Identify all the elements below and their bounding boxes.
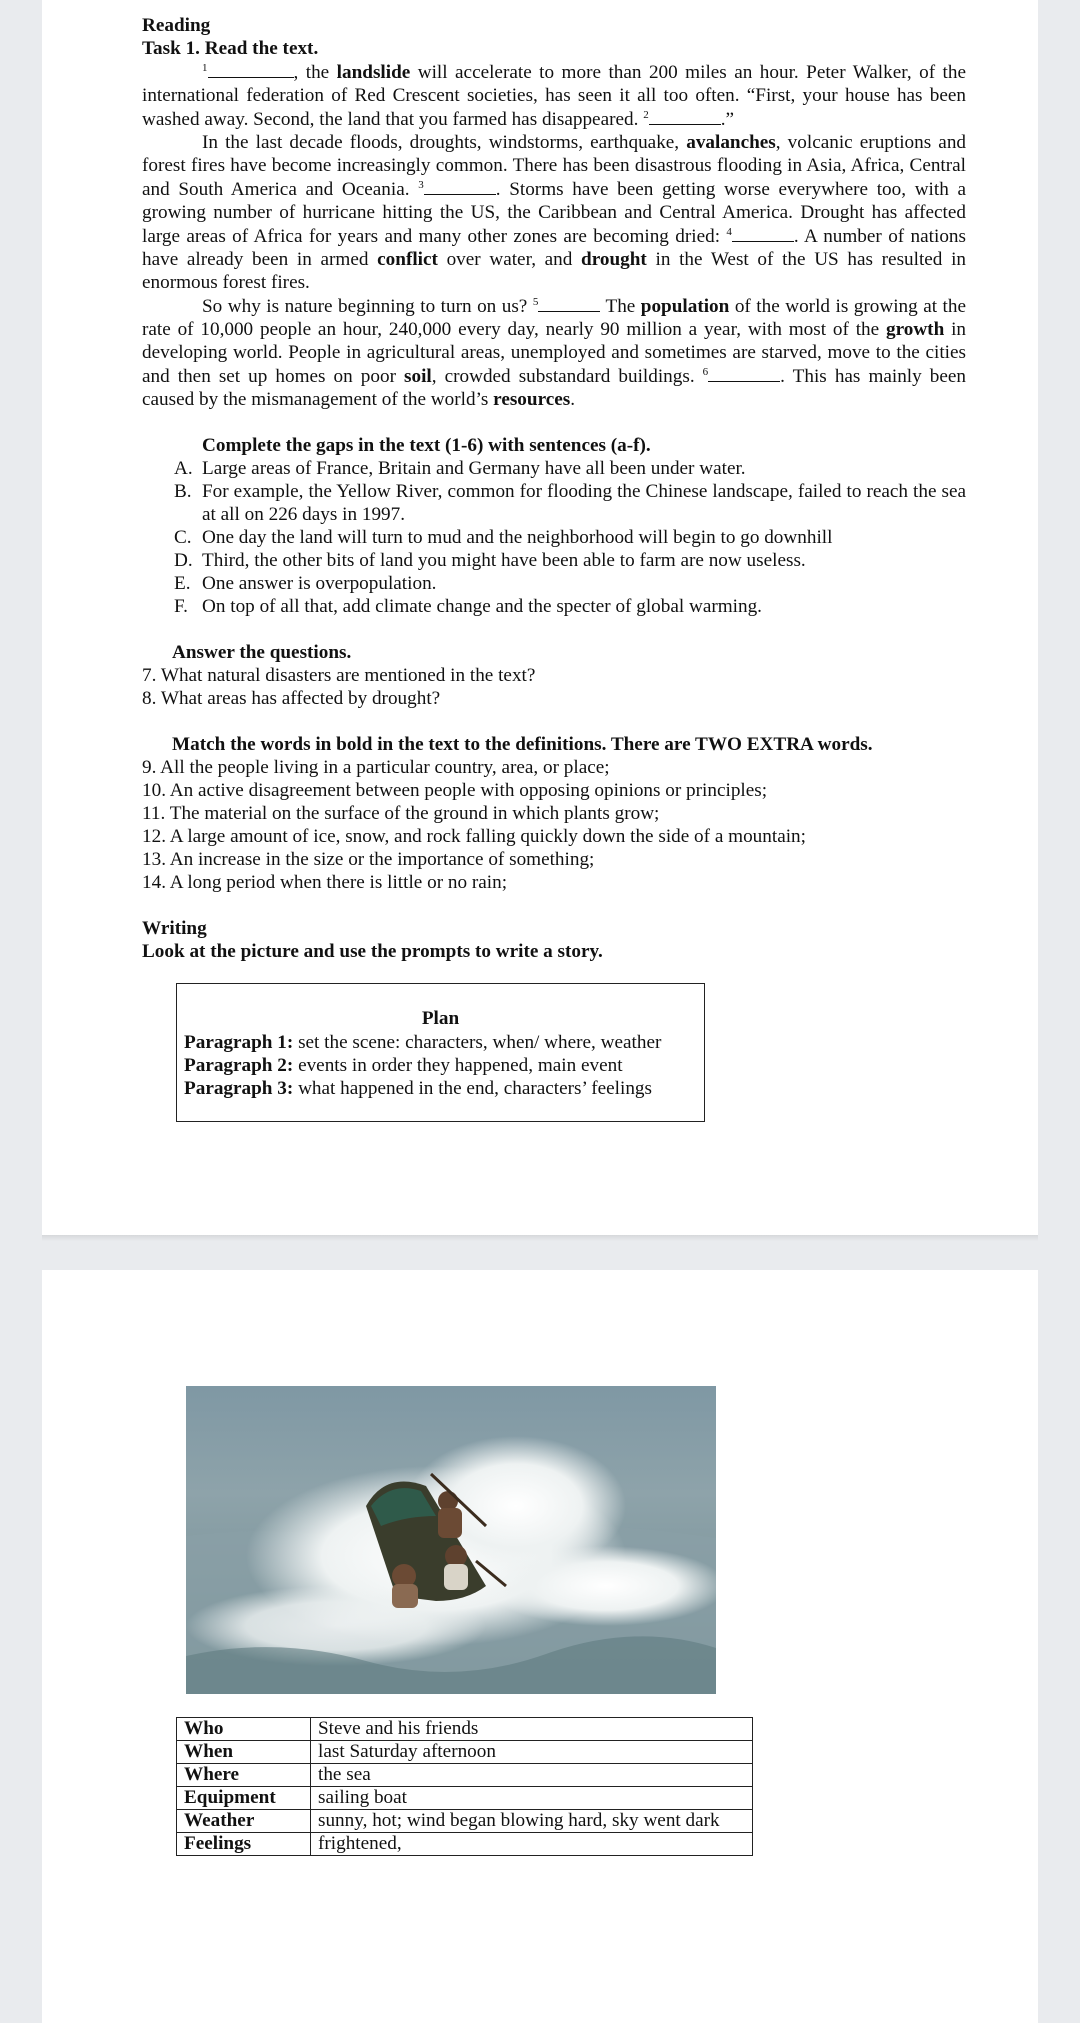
gap-1 (208, 60, 294, 78)
plan-row: Paragraph 3: what happened in the end, characters’ feelings (184, 1078, 652, 1099)
table-row: Equipment sailing boat (177, 1787, 753, 1810)
definition-item: 13. An increase in the size or the importance of something; (142, 849, 595, 870)
plan-box (176, 983, 705, 1122)
boat-in-waves-photo (186, 1386, 716, 1694)
text-paragraph-3: So why is nature beginning to turn on us? $^5$ The population of the world is growing at the rate of 10,000 people an hour, 240,000 every day, nearly 90 million a year, with most of the growth in developing world. People in agricultural areas, unemployed and sometimes are starved, move to the cities and then set up homes on poor soil, crowded substandard buildings. $^6$ . This has mainly been caused by the mismanagement of the world’s resources. (142, 296, 967, 410)
table-row: Who Steve and his friends (177, 1718, 753, 1741)
question-item: 7. What natural disasters are mentioned in the text? (142, 665, 536, 686)
gap-number-1: 1 (202, 62, 208, 74)
writing-instruction: Look at the picture and use the prompts to write a story. (142, 941, 603, 962)
bold-word-avalanches: avalanches (686, 132, 776, 153)
page-separator (42, 1235, 1038, 1241)
definition-item: 9. All the people living in a particular country, area, or place; (142, 757, 610, 778)
bold-word-conflict: conflict (377, 249, 438, 270)
gap-number-2: 2 (643, 109, 649, 121)
option-item: C. One day the land will turn to mud and the neighborhood will begin to go downhill (174, 527, 833, 548)
bold-word-drought: drought (581, 249, 647, 270)
match-task-title: Match the words in bold in the text to the definitions. There are TWO EXTRA words. (172, 734, 873, 755)
option-item: D. Third, the other bits of land you might have been able to farm are now useless. (174, 550, 806, 571)
question-item: 8. What areas has affected by drought? (142, 688, 441, 709)
definition-item: 14. A long period when there is little or no rain; (142, 872, 508, 893)
option-item: B. For example, the Yellow River, common for flooding the Chinese landscape, failed to reach the sea at all on 226 days in 1997. (174, 481, 966, 525)
definition-item: 10. An active disagreement between people with opposing opinions or principles; (142, 780, 768, 801)
task-title: Task 1. Read the text. (142, 38, 319, 59)
option-item: E. One answer is overpopulation. (174, 573, 437, 594)
table-row: Feelings frightened, (177, 1833, 753, 1856)
plan-row: Paragraph 2: events in order they happened, main event (184, 1055, 623, 1076)
gap-6 (708, 364, 780, 382)
plan-row: Paragraph 1: set the scene: characters, when/ where, weather (184, 1032, 662, 1053)
option-item: F. On top of all that, add climate change and the specter of global warming. (174, 596, 762, 617)
option-item: A. Large areas of France, Britain and Germany have all been under water. (174, 458, 746, 479)
gap-5 (538, 294, 600, 312)
questions-list (142, 664, 966, 710)
gap-number-4: 4 (726, 226, 732, 238)
definition-item: 11. The material on the surface of the ground in which plants grow; (142, 803, 660, 824)
options-list (142, 457, 966, 618)
table-row: When last Saturday afternoon (177, 1741, 753, 1764)
gap-number-5: 5 (532, 296, 539, 308)
questions-title: Answer the questions. (172, 642, 352, 663)
reading-section (142, 14, 966, 963)
bold-word-resources: resources (493, 389, 571, 410)
gap-number-3: 3 (418, 179, 424, 191)
writing-heading: Writing (142, 918, 207, 939)
text-paragraph-1: $^1$ , the landslide will accelerate to more than 200 miles an hour. Peter Walker, of the international federation of Red Crescent societies, has seen it all too often. “First, your house has been washed away. Second, the land that you farmed has disappeared. $^2$ .” (142, 62, 966, 130)
gap-4 (732, 224, 794, 242)
bold-word-population: population (640, 296, 730, 317)
story-prompts-table (176, 1717, 753, 1856)
table-row: Where the sea (177, 1764, 753, 1787)
bold-word-soil: soil (404, 366, 432, 387)
plan-title: Plan (421, 1008, 460, 1029)
table-row: Weather sunny, hot; wind began blowing hard, sky went dark (177, 1810, 753, 1833)
bold-word-growth: growth (885, 319, 945, 340)
text-paragraph-2: In the last decade floods, droughts, windstorms, earthquake, avalanches, volcanic eruptions and forest fires have become increasingly common. There has been disastrous flooding in Asia, Africa, Central and South America and Oceania. $^3$ . Storms have been getting worse everywhere too, with a growing number of hurricane hitting the US, the Caribbean and Central America. Drought has affected large areas of Africa for years and many other zones are becoming dried: $^4$ . A number of nations have already been in armed conflict over water, and drought in the West of the US has resulted in enormous forest fires. (142, 132, 967, 293)
reading-heading: Reading (142, 15, 211, 36)
gap-2 (649, 107, 721, 125)
definitions-list (142, 756, 966, 894)
definition-item: 12. A large amount of ice, snow, and rock falling quickly down the side of a mountain; (142, 826, 806, 847)
gaps-task-title: Complete the gaps in the text (1-6) with sentences (a-f). (202, 435, 651, 456)
gap-3 (424, 177, 496, 195)
gap-number-6: 6 (702, 366, 709, 378)
bold-word-landslide: landslide (336, 62, 411, 83)
